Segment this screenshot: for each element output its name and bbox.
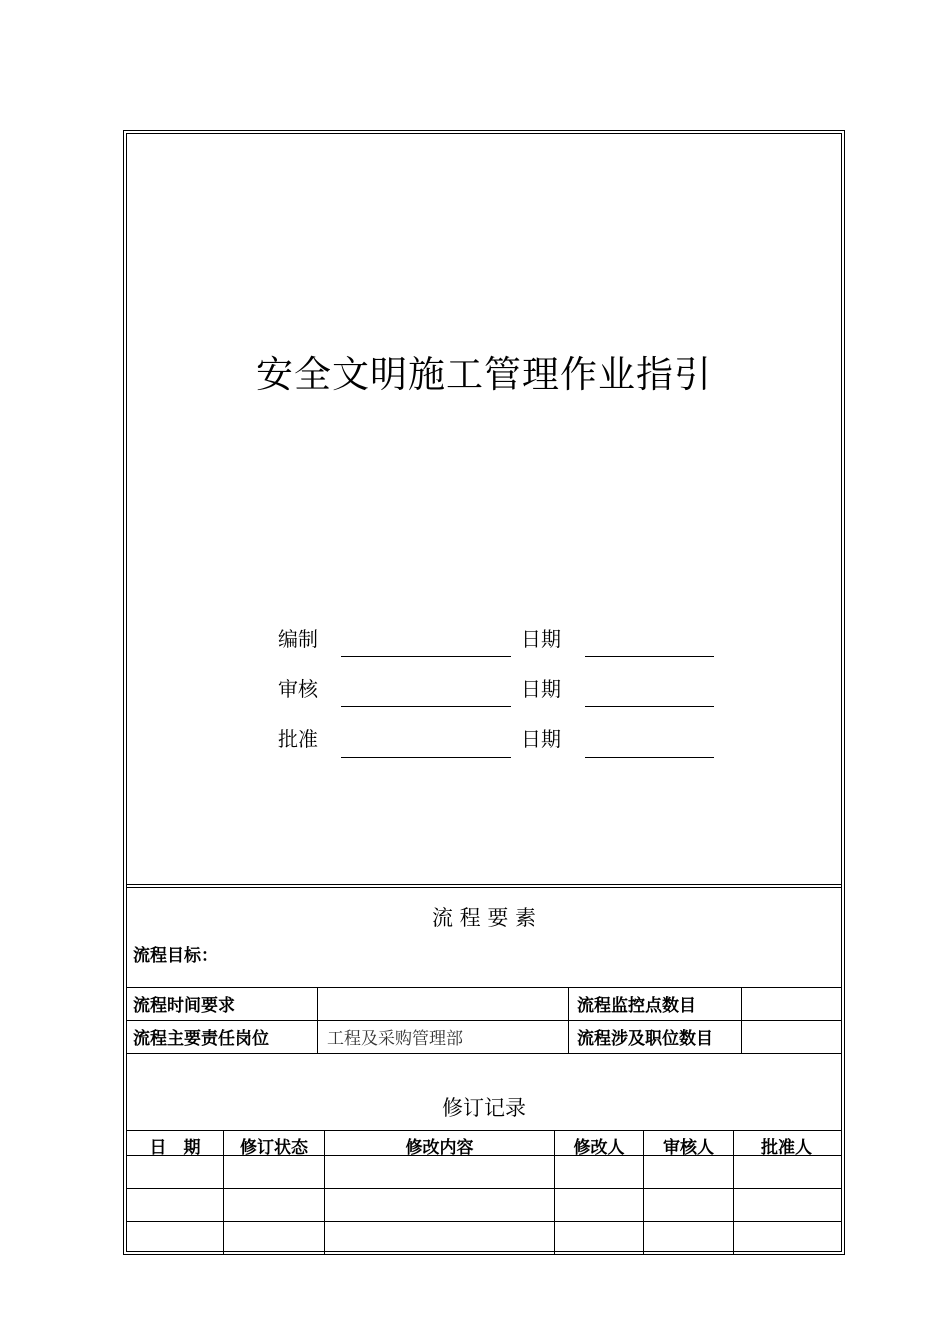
- table-col-rule: [741, 987, 742, 1053]
- date-label-approve: 日期: [521, 727, 561, 751]
- table-rule: [127, 1020, 841, 1021]
- revision-header-date: 日 期: [149, 1138, 201, 1158]
- revision-header-status: 修订状态: [240, 1138, 308, 1158]
- table-col-rule: [568, 987, 569, 1053]
- signature-line-compile[interactable]: [341, 656, 511, 657]
- process-responsible-label: 流程主要责任岗位: [133, 1029, 269, 1049]
- date-line-compile[interactable]: [585, 656, 714, 657]
- signature-label-approve: 批准: [278, 727, 318, 751]
- table-col-rule: [317, 987, 318, 1053]
- date-line-approve[interactable]: [585, 757, 714, 758]
- table-rule: [127, 987, 841, 988]
- date-line-review[interactable]: [585, 706, 714, 707]
- document-title: 安全文明施工管理作业指引: [256, 353, 712, 396]
- revision-header-modifier: 修改人: [573, 1138, 625, 1158]
- revision-header-approver: 批准人: [761, 1138, 812, 1158]
- document-frame-inner: [126, 133, 842, 1252]
- signature-label-review: 审核: [278, 677, 318, 701]
- process-goal-label: 流程目标：: [133, 946, 218, 966]
- section-divider: [127, 884, 841, 885]
- date-label-compile: 日期: [521, 627, 561, 651]
- signature-label-compile: 编制: [278, 627, 318, 651]
- revision-header-reviewer: 审核人: [663, 1138, 714, 1158]
- process-responsible-value: 工程及采购管理部: [327, 1029, 463, 1049]
- process-time-label: 流程时间要求: [133, 996, 235, 1016]
- signature-line-review[interactable]: [341, 706, 511, 707]
- process-section-title: 流 程 要 素: [431, 906, 537, 930]
- revision-title: 修订记录: [442, 1096, 526, 1120]
- date-label-review: 日期: [521, 677, 561, 701]
- process-monitor-label: 流程监控点数目: [577, 996, 696, 1016]
- revision-header-content: 修改内容: [405, 1138, 474, 1158]
- document-frame: [123, 130, 845, 1255]
- signature-line-approve[interactable]: [341, 757, 511, 758]
- process-positions-label: 流程涉及职位数目: [577, 1029, 713, 1049]
- section-divider: [127, 887, 841, 888]
- table-rule: [127, 1053, 841, 1054]
